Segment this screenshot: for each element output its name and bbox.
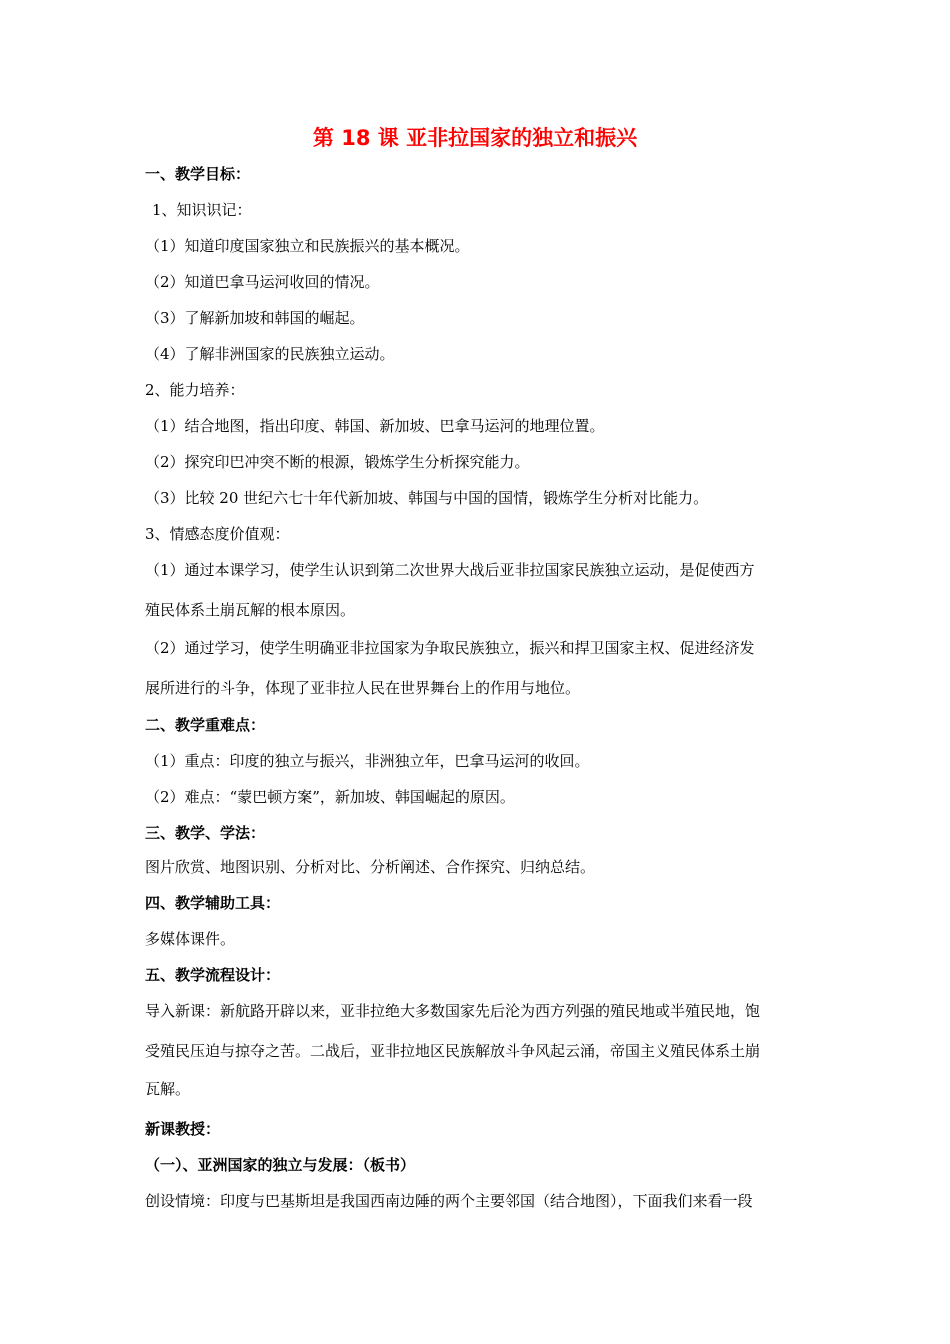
section-heading-tools: 四、教学辅助工具：: [145, 894, 281, 912]
subheading-ability: 2、能力培养：: [145, 381, 245, 399]
section-heading-flow: 五、教学流程设计：: [145, 966, 281, 984]
objective-line: 展所进行的斗争，体现了亚非拉人民在世界舞台上的作用与地位。: [145, 679, 581, 697]
methods-line: 图片欣赏、地图识别、分析对比、分析阐述、合作探究、归纳总结。: [145, 858, 596, 876]
objective-line: 殖民体系土崩瓦解的根本原因。: [145, 601, 356, 619]
objective-line: （3）比较 20 世纪六七十年代新加坡、韩国与中国的国情，锻炼学生分析对比能力。: [145, 489, 709, 507]
key-point-line: （2）难点：“蒙巴顿方案”，新加坡、韩国崛起的原因。: [145, 788, 515, 806]
intro-paragraph-line: 导入新课：新航路开辟以来，亚非拉绝大多数国家先后沦为西方列强的殖民地或半殖民地，饱: [145, 1002, 761, 1020]
intro-paragraph-line: 瓦解。: [145, 1080, 191, 1098]
objective-line: （3）了解新加坡和韩国的崛起。: [145, 309, 365, 327]
scenario-line: 创设情境：印度与巴基斯坦是我国西南边陲的两个主要邻国（结合地图），下面我们来看一段: [145, 1192, 753, 1210]
section-heading-objectives: 一、教学目标：: [145, 165, 251, 183]
subheading-asia: （一）、亚洲国家的独立与发展：（板书）: [145, 1156, 416, 1174]
objective-line: （1）通过本课学习，使学生认识到第二次世界大战后亚非拉国家民族独立运动，是促使西方: [145, 561, 755, 579]
tools-line: 多媒体课件。: [145, 930, 236, 948]
objective-line: （2）通过学习，使学生明确亚非拉国家为争取民族独立，振兴和捍卫国家主权、促进经济发: [145, 639, 755, 657]
section-heading-key-points: 二、教学重难点：: [145, 716, 266, 734]
objective-line: （2）知道巴拿马运河收回的情况。: [145, 273, 380, 291]
key-point-line: （1）重点：印度的独立与振兴，非洲独立年，巴拿马运河的收回。: [145, 752, 590, 770]
objective-line: （2）探究印巴冲突不断的根源，锻炼学生分析探究能力。: [145, 453, 530, 471]
intro-paragraph-line: 受殖民压迫与掠夺之苦。二战后，亚非拉地区民族解放斗争风起云涌，帝国主义殖民体系土崩: [145, 1042, 761, 1060]
subheading-new-lesson: 新课教授：: [145, 1120, 221, 1138]
subheading-knowledge: 1、知识识记：: [152, 201, 252, 219]
lesson-title: 第 18 课 亚非拉国家的独立和振兴: [312, 126, 638, 150]
objective-line: （4）了解非洲国家的民族独立运动。: [145, 345, 395, 363]
objective-line: （1）结合地图，指出印度、韩国、新加坡、巴拿马运河的地理位置。: [145, 417, 605, 435]
subheading-values: 3、情感态度价值观：: [145, 525, 290, 543]
objective-line: （1）知道印度国家独立和民族振兴的基本概况。: [145, 237, 470, 255]
section-heading-methods: 三、教学、学法：: [145, 824, 266, 842]
